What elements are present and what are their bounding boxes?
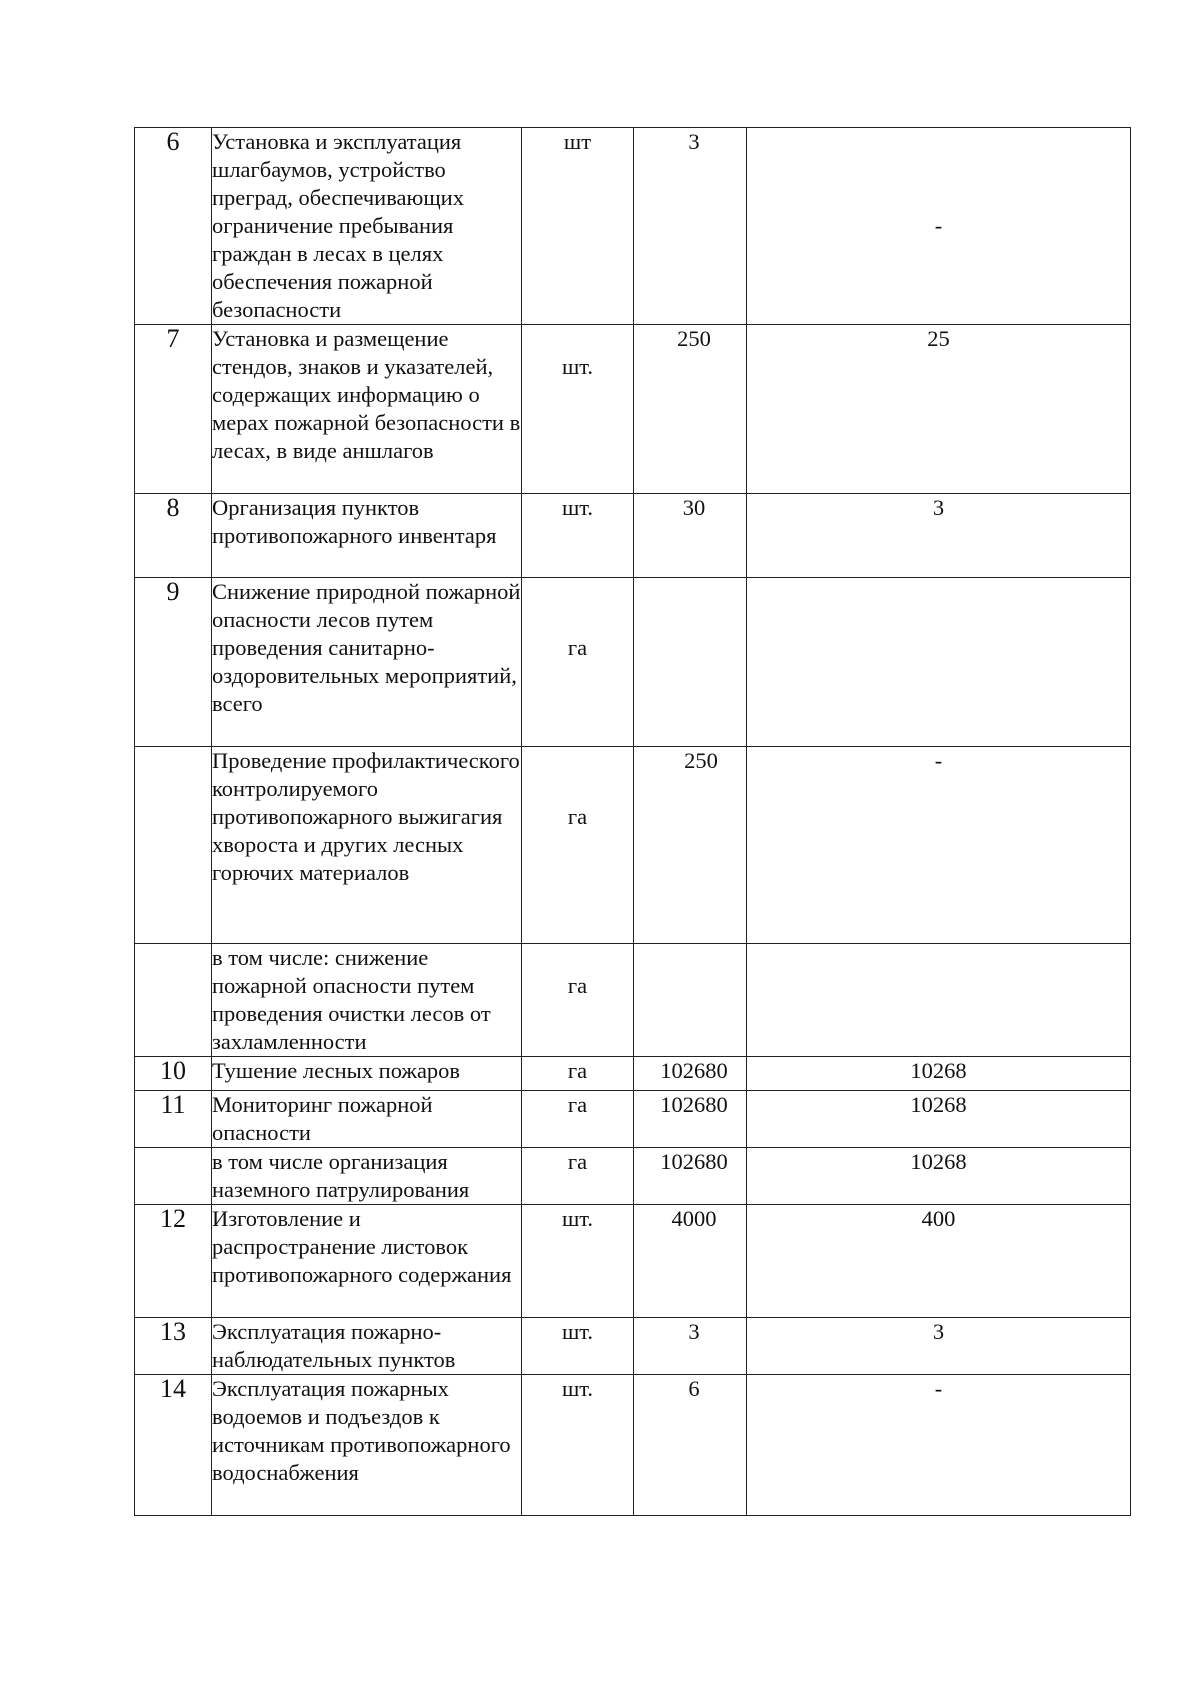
- measure-description: Мониторинг пожарной опасности: [212, 1091, 522, 1148]
- total-cell: [634, 1318, 747, 1375]
- total-cell: [634, 325, 747, 494]
- table-row: [135, 494, 1131, 578]
- table-row: [135, 944, 1131, 1057]
- total-value: 6: [688, 1376, 700, 1401]
- measure-description: Эксплуатация пожарно-наблюдательных пунктов: [212, 1318, 522, 1375]
- total-cell: [634, 1375, 747, 1516]
- row-number: [135, 747, 212, 944]
- measure-description: Тушение лесных пожаров: [212, 1057, 522, 1091]
- unit-cell: шт: [522, 128, 634, 325]
- measure-description: Изготовление и распространение листовок противопожарного содержания: [212, 1205, 522, 1318]
- annual-cell: 10268: [747, 1148, 1131, 1205]
- table-row: [135, 578, 1131, 747]
- row-number: 7: [135, 325, 212, 494]
- total-value: 3: [688, 129, 700, 154]
- measure-description: Установка и размещение стендов, знаков и указателей, содержащих информацию о мерах пожарной безопасности в лесах, в виде аншлагов: [212, 325, 522, 494]
- unit-cell: га: [522, 747, 634, 944]
- total-cell: [634, 944, 747, 1057]
- table-row: [135, 1375, 1131, 1516]
- unit-cell: шт.: [522, 1205, 634, 1318]
- row-number: 10: [135, 1057, 212, 1091]
- row-number: 12: [135, 1205, 212, 1318]
- total-cell: [634, 1091, 747, 1148]
- measure-description: в том числе организация наземного патрулирования: [212, 1148, 522, 1205]
- total-value: 102680: [660, 1058, 728, 1083]
- unit-cell: га: [522, 944, 634, 1057]
- annual-cell: [747, 578, 1131, 747]
- annual-cell: 400: [747, 1205, 1131, 1318]
- total-cell: [634, 1148, 747, 1205]
- total-value: 250: [684, 748, 718, 773]
- table-row: [135, 747, 1131, 944]
- row-number: 9: [135, 578, 212, 747]
- total-value: 250: [677, 326, 711, 351]
- annual-cell: 3: [747, 494, 1131, 578]
- annual-cell: -: [747, 128, 1131, 325]
- annual-cell: 10268: [747, 1057, 1131, 1091]
- table-row: [135, 1148, 1131, 1205]
- measure-description: Эксплуатация пожарных водоемов и подъездов к источникам противопожарного водоснабжения: [212, 1375, 522, 1516]
- total-cell: [634, 494, 747, 578]
- annual-cell: 10268: [747, 1091, 1131, 1148]
- measure-description: Проведение профилактического контролируемого противопожарного выжигагия хвороста и других лесных горючих материалов: [212, 747, 522, 944]
- annual-cell: -: [747, 747, 1131, 944]
- total-cell: [634, 747, 747, 944]
- annual-cell: [747, 944, 1131, 1057]
- total-value: 102680: [660, 1092, 728, 1117]
- total-value: 4000: [671, 1206, 717, 1231]
- total-cell: [634, 1205, 747, 1318]
- table-row: [135, 1057, 1131, 1091]
- unit-cell: шт.: [522, 325, 634, 494]
- total-value: 3: [688, 1319, 700, 1344]
- annual-cell: 25: [747, 325, 1131, 494]
- measure-description: Снижение природной пожарной опасности лесов путем проведения санитарно-оздоровительных мероприятий, всего: [212, 578, 522, 747]
- measure-description: Организация пунктов противопожарного инвентаря: [212, 494, 522, 578]
- unit-cell: га: [522, 1148, 634, 1205]
- row-number: 11: [135, 1091, 212, 1148]
- total-value: 30: [682, 495, 706, 520]
- total-cell: [634, 578, 747, 747]
- measure-description: Установка и эксплуатация шлагбаумов, устройство преград, обеспечивающих ограничение пребывания граждан в лесах в целях обеспечения пожарной безопасности: [212, 128, 522, 325]
- row-number: 13: [135, 1318, 212, 1375]
- unit-cell: га: [522, 1057, 634, 1091]
- row-number: [135, 944, 212, 1057]
- unit-cell: шт.: [522, 494, 634, 578]
- measure-description: в том числе: снижение пожарной опасности путем проведения очистки лесов от захламленности: [212, 944, 522, 1057]
- row-number: [135, 1148, 212, 1205]
- row-number: 6: [135, 128, 212, 325]
- annual-cell: -: [747, 1375, 1131, 1516]
- row-number: 8: [135, 494, 212, 578]
- unit-cell: шт.: [522, 1318, 634, 1375]
- table-row: [135, 325, 1131, 494]
- annual-cell: 3: [747, 1318, 1131, 1375]
- unit-cell: га: [522, 578, 634, 747]
- table-row: [135, 1318, 1131, 1375]
- table-row: [135, 128, 1131, 325]
- measures-table: [134, 127, 1131, 1516]
- total-value: 102680: [660, 1149, 728, 1174]
- total-cell: [634, 128, 747, 325]
- unit-cell: га: [522, 1091, 634, 1148]
- unit-cell: шт.: [522, 1375, 634, 1516]
- table-row: [135, 1205, 1131, 1318]
- row-number: 14: [135, 1375, 212, 1516]
- table-row: [135, 1091, 1131, 1148]
- total-cell: [634, 1057, 747, 1091]
